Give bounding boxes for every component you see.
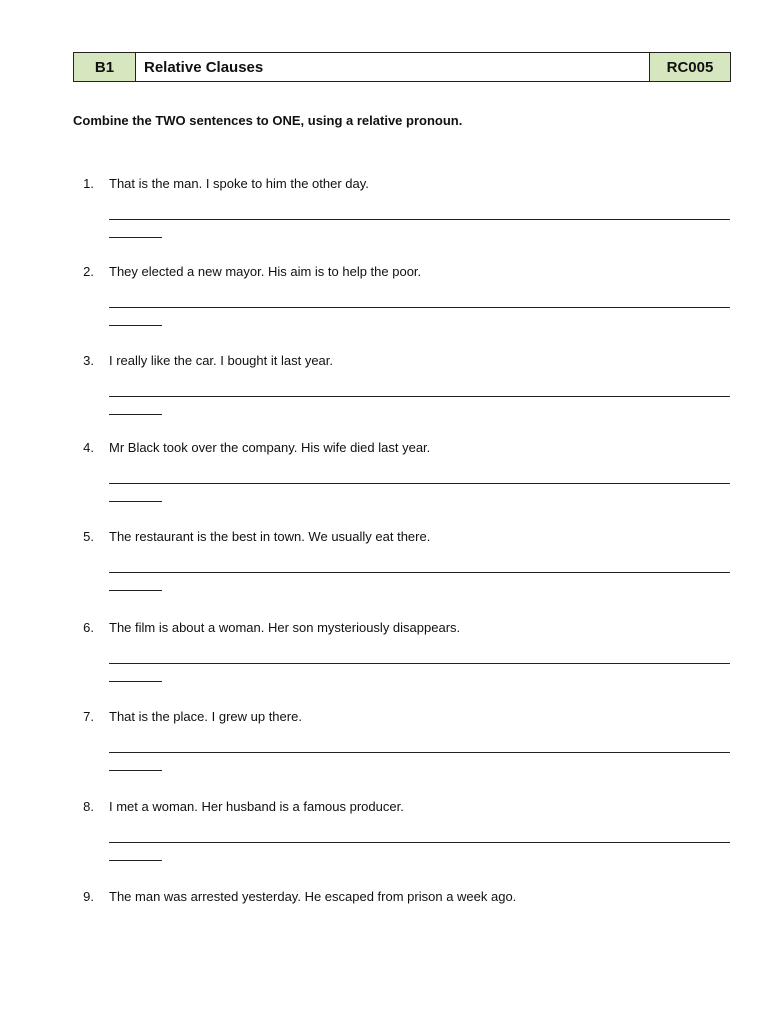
answer-line-continuation[interactable] xyxy=(109,590,162,591)
question-number: 6. xyxy=(83,620,94,635)
answer-line-continuation[interactable] xyxy=(109,501,162,502)
question-number: 9. xyxy=(83,889,94,904)
question-item xyxy=(0,353,768,433)
question-text: The man was arrested yesterday. He escaped from prison a week ago. xyxy=(109,889,517,904)
question-number: 8. xyxy=(83,799,94,814)
answer-line[interactable] xyxy=(109,752,730,753)
question-text: They elected a new mayor. His aim is to help the poor. xyxy=(109,264,422,279)
worksheet-title: Relative Clauses xyxy=(136,53,650,81)
question-number: 7. xyxy=(83,709,94,724)
answer-line[interactable] xyxy=(109,396,730,397)
question-text: The film is about a woman. Her son mysteriously disappears. xyxy=(109,620,461,635)
question-item xyxy=(0,529,768,609)
level-cell: B1 xyxy=(74,53,136,81)
answer-line[interactable] xyxy=(109,307,730,308)
answer-line[interactable] xyxy=(109,219,730,220)
answer-line-continuation[interactable] xyxy=(109,237,162,238)
answer-line[interactable] xyxy=(109,842,730,843)
question-number: 2. xyxy=(83,264,94,279)
answer-line-continuation[interactable] xyxy=(109,860,162,861)
question-text: The restaurant is the best in town. We usually eat there. xyxy=(109,529,431,544)
question-item xyxy=(0,620,768,700)
question-item xyxy=(0,799,768,879)
question-item xyxy=(0,889,768,969)
question-text: I really like the car. I bought it last year. xyxy=(109,353,334,368)
question-text: That is the man. I spoke to him the other day. xyxy=(109,176,369,191)
question-text: That is the place. I grew up there. xyxy=(109,709,302,724)
question-item xyxy=(0,264,768,344)
worksheet-header xyxy=(73,52,731,82)
answer-line[interactable] xyxy=(109,663,730,664)
instruction-text: Combine the TWO sentences to ONE, using a relative pronoun. xyxy=(73,113,463,128)
answer-line-continuation[interactable] xyxy=(109,325,162,326)
question-number: 4. xyxy=(83,440,94,455)
question-item xyxy=(0,176,768,256)
question-number: 3. xyxy=(83,353,94,368)
question-text: I met a woman. Her husband is a famous producer. xyxy=(109,799,404,814)
answer-line[interactable] xyxy=(109,483,730,484)
answer-line-continuation[interactable] xyxy=(109,770,162,771)
question-text: Mr Black took over the company. His wife died last year. xyxy=(109,440,431,455)
worksheet-code: RC005 xyxy=(650,53,730,81)
question-item xyxy=(0,440,768,520)
answer-line[interactable] xyxy=(109,572,730,573)
answer-line-continuation[interactable] xyxy=(109,414,162,415)
question-number: 1. xyxy=(83,176,94,191)
question-item xyxy=(0,709,768,789)
question-number: 5. xyxy=(83,529,94,544)
answer-line-continuation[interactable] xyxy=(109,681,162,682)
